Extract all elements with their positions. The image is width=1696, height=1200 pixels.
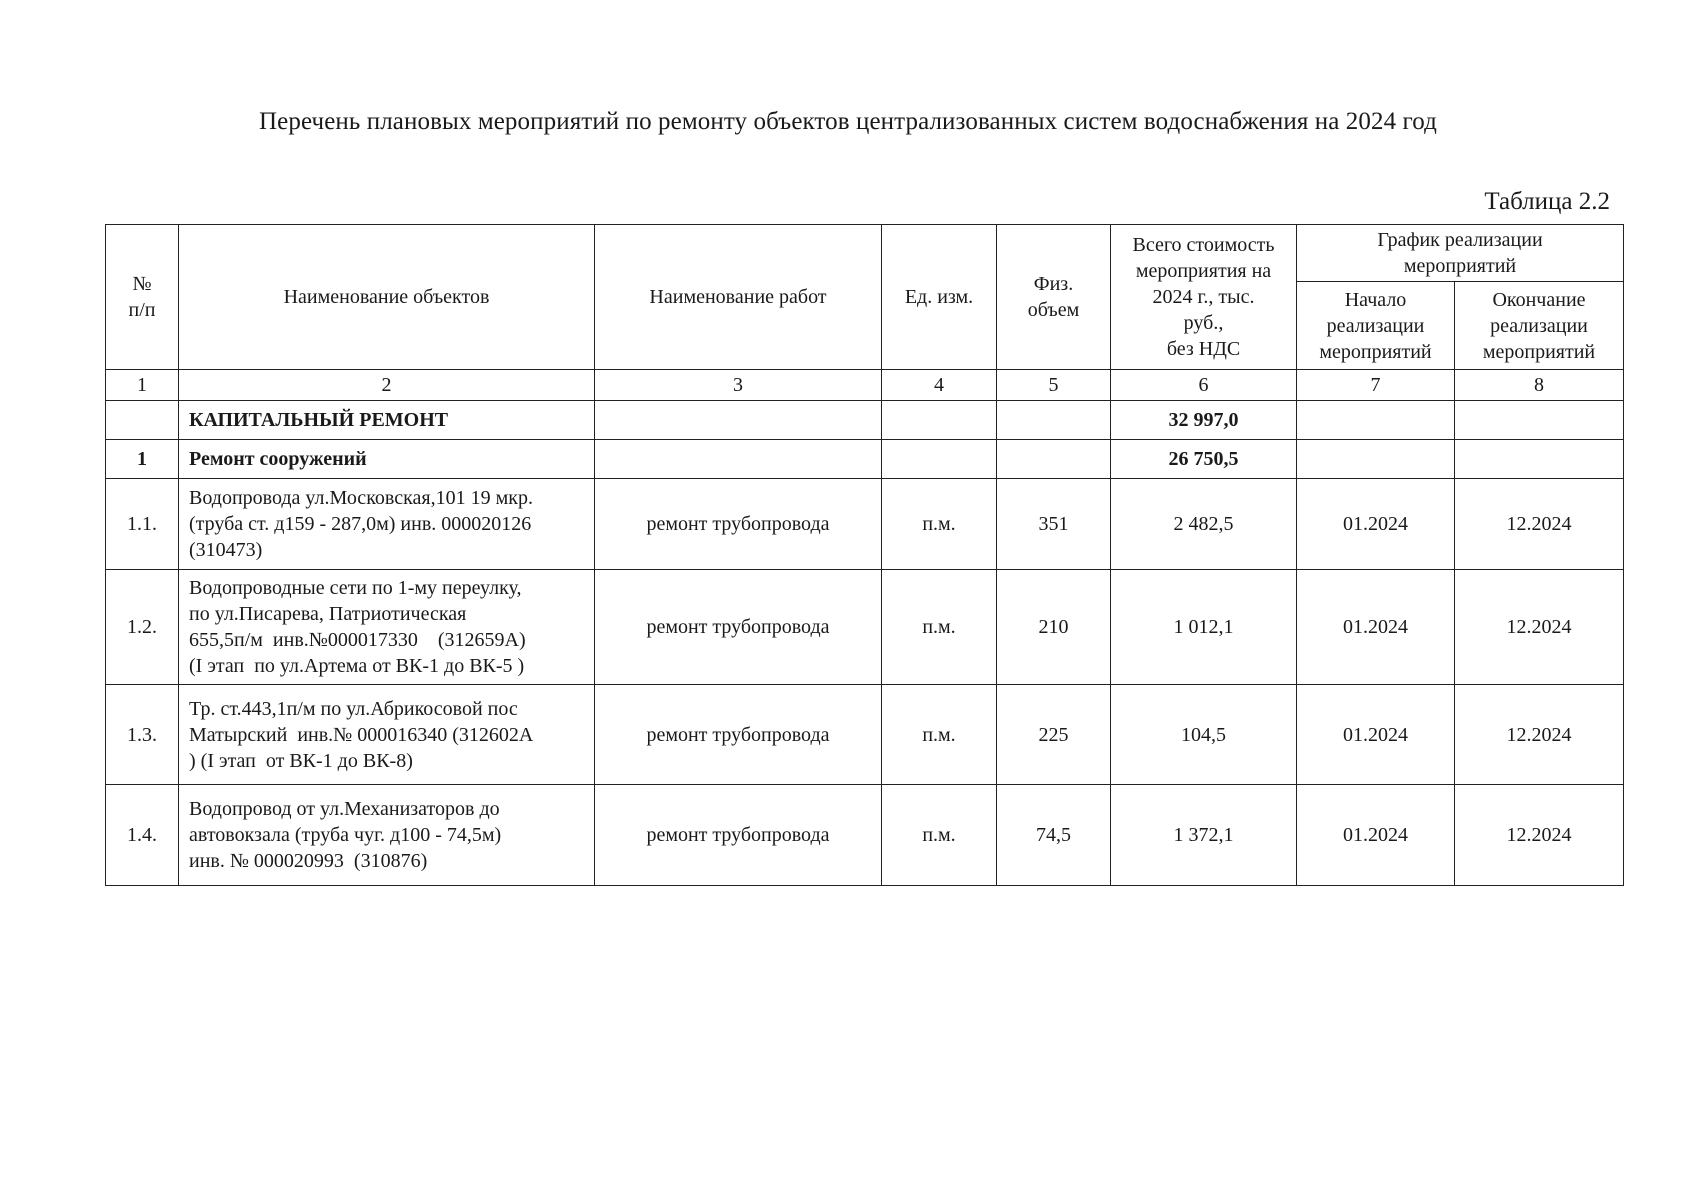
row-start: 01.2024: [1297, 479, 1455, 570]
row-end: 12.2024: [1455, 785, 1624, 886]
row-unit: п.м.: [882, 785, 997, 886]
row-unit: п.м.: [882, 685, 997, 785]
row-object-line: Водопровода ул.Московская,101 19 мкр.: [189, 487, 533, 509]
capital-repair-label: КАПИТАЛЬНЫЙ РЕМОНТ: [179, 401, 595, 440]
header-end-line: Окончание: [1492, 288, 1586, 311]
header-start-line: Начало: [1344, 288, 1407, 311]
header-works: Наименование работ: [595, 225, 882, 370]
capital-repair-cost: 32 997,0: [1111, 401, 1297, 440]
row-object-line: автовокзала (труба чуг. д100 - 74,5м): [189, 824, 502, 846]
row-object-line: по ул.Писарева, Патриотическая: [189, 603, 467, 625]
column-number: 7: [1297, 370, 1455, 401]
row-num: 1.3.: [106, 685, 179, 785]
row-object-line: Водопровод от ул.Механизаторов до: [189, 798, 500, 820]
document-title: Перечень плановых мероприятий по ремонту объектов централизованных систем водоснабжения на 2024 год: [259, 108, 1437, 135]
header-volume-line: Физ.: [1033, 273, 1074, 295]
row-cost: 1 372,1: [1111, 785, 1297, 886]
row-volume: 351: [997, 479, 1111, 570]
works-table: [105, 224, 1624, 886]
row-num: 1.2.: [106, 570, 179, 685]
row-end: 12.2024: [1455, 685, 1624, 785]
row-volume: 225: [997, 685, 1111, 785]
header-cost-line: 2024 г., тыс.: [1152, 286, 1255, 308]
row-start: 01.2024: [1297, 685, 1455, 785]
column-number-row: [106, 370, 1624, 401]
row-end: 12.2024: [1455, 570, 1624, 685]
row-object-line: Водопроводные сети по 1-му переулку,: [189, 577, 522, 599]
row-end: 12.2024: [1455, 479, 1624, 570]
column-number: 6: [1111, 370, 1297, 401]
cell-empty: [1297, 401, 1455, 440]
cell-empty: [997, 440, 1111, 479]
row-cost: 104,5: [1111, 685, 1297, 785]
row-object-line: 655,5п/м инв.№000017330 (312659А): [189, 629, 526, 651]
cell-empty: [997, 401, 1111, 440]
header-objects: Наименование объектов: [179, 225, 595, 370]
column-number: 2: [179, 370, 595, 401]
row-unit: п.м.: [882, 479, 997, 570]
row-object-line: инв. № 000020993 (310876): [189, 850, 428, 872]
header-cost-line: мероприятия на: [1135, 260, 1272, 282]
header-row-1: [106, 225, 1624, 282]
cell-empty: [595, 440, 882, 479]
cell-empty: [1297, 440, 1455, 479]
row-work: ремонт трубопровода: [595, 785, 882, 886]
row-work: ремонт трубопровода: [595, 685, 882, 785]
cell-empty: [1455, 440, 1624, 479]
section-label: Ремонт сооружений: [179, 440, 595, 479]
row-object-line: (310473): [189, 539, 263, 561]
table-row: [106, 785, 1624, 886]
table-row: [106, 479, 1624, 570]
cell-empty: [1455, 401, 1624, 440]
section-row: [106, 440, 1624, 479]
header-schedule-line: График реализации: [1377, 229, 1543, 251]
row-cost: 2 482,5: [1111, 479, 1297, 570]
row-num: 1.4.: [106, 785, 179, 886]
column-number: 1: [106, 370, 179, 401]
header-start-line: реализации: [1326, 314, 1425, 337]
section-cost: 26 750,5: [1111, 440, 1297, 479]
section-num: 1: [106, 440, 179, 479]
row-object-line: Тр. ст.443,1п/м по ул.Абрикосовой пос: [189, 697, 518, 720]
row-volume: 74,5: [997, 785, 1111, 886]
table-row: [106, 570, 1624, 685]
row-object-line: Матырский инв.№ 000016340 (312602А: [189, 723, 534, 746]
header-end: [1455, 282, 1624, 370]
row-volume: 210: [997, 570, 1111, 685]
header-num-line: №: [132, 273, 152, 295]
column-number: 5: [997, 370, 1111, 401]
cell-empty: [595, 401, 882, 440]
header-cost-line: без НДС: [1166, 338, 1241, 360]
row-object: [179, 685, 595, 785]
column-number: 4: [882, 370, 997, 401]
header-volume-line: объем: [1027, 299, 1080, 321]
header-unit: Ед. изм.: [882, 225, 997, 370]
header-num-line: п/п: [128, 299, 156, 321]
header-start-line: мероприятий: [1319, 340, 1432, 363]
row-unit: п.м.: [882, 570, 997, 685]
row-work: ремонт трубопровода: [595, 570, 882, 685]
row-object: [179, 479, 595, 570]
row-object-line: (I этап по ул.Артема от ВК-1 до ВК-5 ): [189, 655, 525, 677]
table-row: [106, 685, 1624, 785]
header-num: [106, 225, 179, 370]
header-cost: [1111, 225, 1297, 370]
header-cost-line: Всего стоимость: [1132, 234, 1275, 256]
header-start: [1297, 282, 1455, 370]
row-object: [179, 570, 595, 685]
header-volume: [997, 225, 1111, 370]
header-cost-line: руб.,: [1183, 312, 1224, 334]
row-object-line: ) (I этап от ВК-1 до ВК-8): [189, 749, 413, 772]
column-number: 3: [595, 370, 882, 401]
row-object-line: (труба ст. д159 - 287,0м) инв. 000020126: [189, 513, 532, 535]
row-start: 01.2024: [1297, 570, 1455, 685]
column-number: 8: [1455, 370, 1624, 401]
row-start: 01.2024: [1297, 785, 1455, 886]
row-num: 1.1.: [106, 479, 179, 570]
cell-empty: [106, 401, 179, 440]
header-schedule-line: мероприятий: [1403, 255, 1517, 277]
row-work: ремонт трубопровода: [595, 479, 882, 570]
capital-repair-row: [106, 401, 1624, 440]
row-cost: 1 012,1: [1111, 570, 1297, 685]
header-schedule: [1297, 225, 1624, 282]
cell-empty: [882, 440, 997, 479]
header-end-line: мероприятий: [1482, 340, 1596, 363]
cell-empty: [882, 401, 997, 440]
header-end-line: реализации: [1490, 314, 1588, 337]
table-caption: Таблица 2.2: [1484, 188, 1610, 215]
row-object: [179, 785, 595, 886]
